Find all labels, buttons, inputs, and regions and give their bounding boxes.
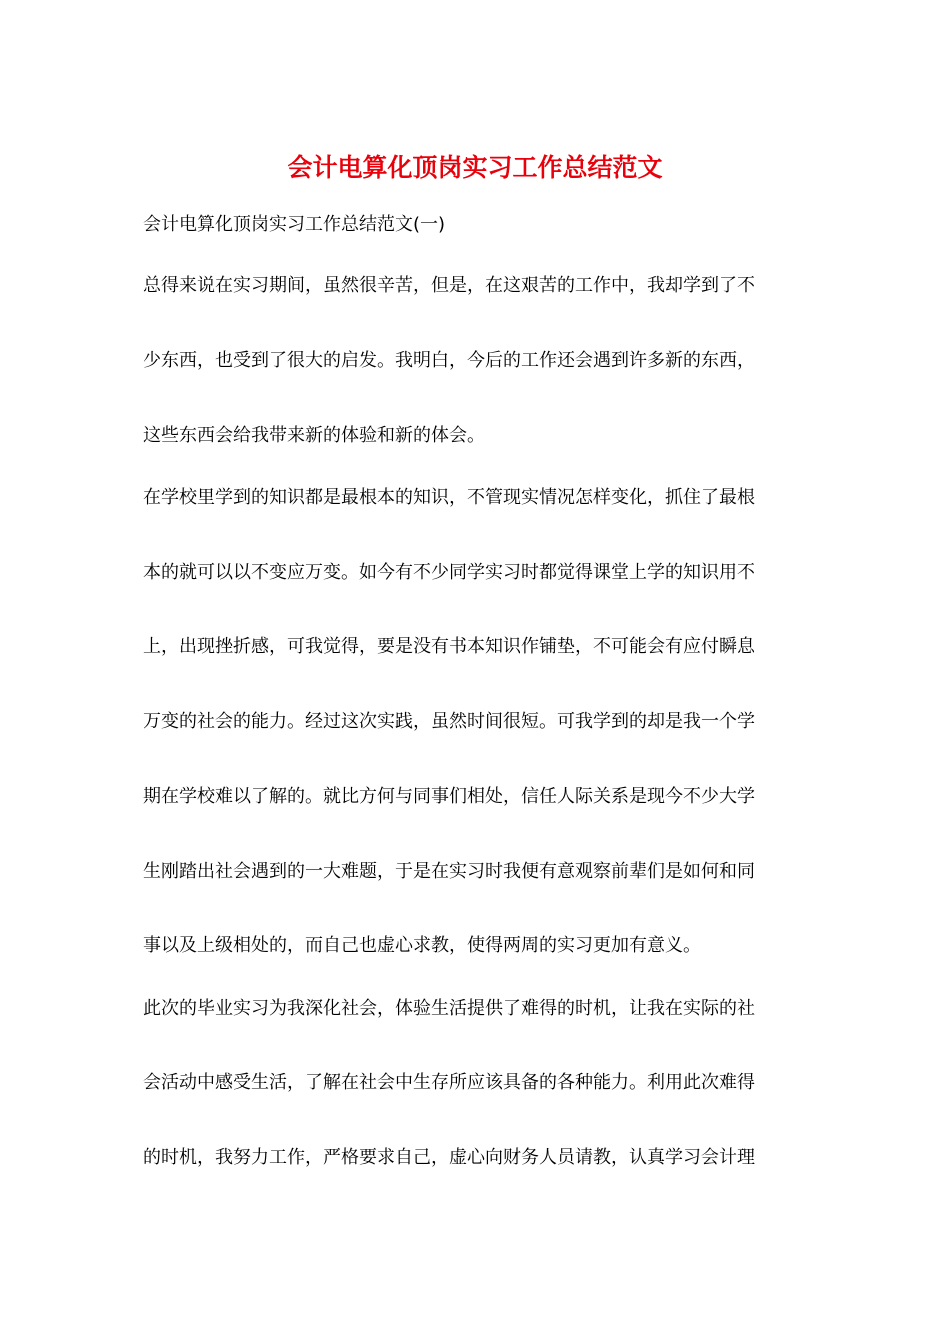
- paragraph-line: 生刚踏出社会遇到的一大难题，于是在实习时我便有意观察前辈们是如何和同: [143, 861, 755, 882]
- paragraph-line: 本的就可以以不变应万变。如今有不少同学实习时都觉得课堂上学的知识用不: [143, 562, 755, 583]
- paragraph-line: 此次的毕业实习为我深化社会，体验生活提供了难得的时机，让我在实际的社: [143, 998, 755, 1019]
- paragraph-line: 少东西，也受到了很大的启发。我明白，今后的工作还会遇到许多新的东西，: [143, 350, 755, 371]
- paragraph-line: 总得来说在实习期间，虽然很辛苦，但是，在这艰苦的工作中，我却学到了不: [143, 275, 755, 296]
- document-title: 会计电算化顶岗实习工作总结范文: [287, 153, 663, 182]
- paragraph-line: 的时机，我努力工作，严格要求自己，虚心向财务人员请教，认真学习会计理: [143, 1147, 755, 1168]
- paragraph-line: 上，出现挫折感，可我觉得，要是没有书本知识作铺垫，不可能会有应付瞬息: [143, 636, 755, 657]
- section-subtitle: 会计电算化顶岗实习工作总结范文(一): [143, 214, 446, 235]
- paragraph-line: 万变的社会的能力。经过这次实践，虽然时间很短。可我学到的却是我一个学: [143, 711, 755, 732]
- paragraph-line: 事以及上级相处的，而自己也虚心求教，使得两周的实习更加有意义。: [143, 935, 701, 956]
- paragraph-line: 会活动中感受生活，了解在社会中生存所应该具备的各种能力。利用此次难得: [143, 1072, 755, 1093]
- paragraph-line: 期在学校难以了解的。就比方何与同事们相处，信任人际关系是现今不少大学: [143, 786, 755, 807]
- paragraph-line: 在学校里学到的知识都是最根本的知识，不管现实情况怎样变化，抓住了最根: [143, 487, 755, 508]
- paragraph-line: 这些东西会给我带来新的体验和新的体会。: [143, 425, 485, 446]
